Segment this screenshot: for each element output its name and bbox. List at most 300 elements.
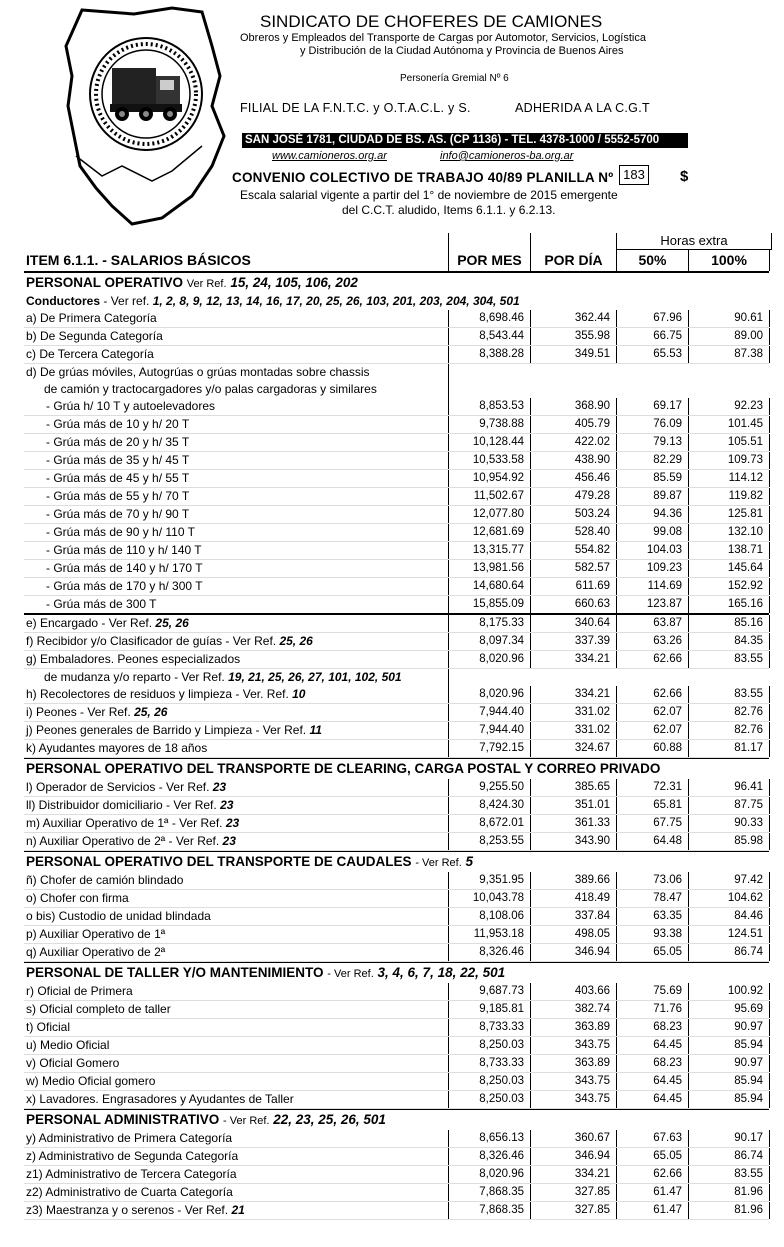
row-label-cell: [24, 364, 450, 381]
overtime-100-value: 95.69: [688, 1001, 770, 1018]
por-mes-value: 10,128.44: [448, 434, 530, 451]
ref-numbers: 23: [212, 780, 227, 794]
overtime-50-value: 99.08: [616, 524, 688, 541]
table-row: [24, 452, 769, 470]
overtime-50-value: 63.35: [616, 908, 688, 925]
overtime-50-value: 61.47: [616, 1184, 688, 1201]
ref-numbers: 23: [225, 816, 240, 830]
por-dia-value: 327.85: [530, 1184, 616, 1201]
por-mes-value: 8,250.03: [448, 1091, 530, 1108]
table-row: [24, 797, 769, 815]
row-label: h) Recolectores de residuos y limpieza - Ver. Ref.: [26, 687, 289, 701]
por-dia-value: [530, 381, 616, 398]
overtime-50-value: [616, 669, 688, 686]
row-label-cell: [24, 833, 450, 850]
row-label-cell: [24, 578, 470, 595]
overtime-100-value: 109.73: [688, 452, 770, 469]
overtime-50-value: 104.03: [616, 542, 688, 559]
por-mes-value: 8,733.33: [448, 1055, 530, 1072]
por-mes-value: [448, 381, 530, 398]
overtime-label: Horas extra: [616, 233, 772, 250]
table-row: [24, 434, 769, 452]
row-label-cell: [24, 686, 450, 703]
overtime-50-value: 82.29: [616, 452, 688, 469]
table-row: [24, 542, 769, 560]
por-mes-value: 15,855.09: [448, 596, 530, 613]
overtime-50-value: 63.87: [616, 615, 688, 632]
row-label-cell: [24, 524, 470, 541]
row-label-cell: [24, 759, 771, 779]
overtime-50-value: 79.13: [616, 434, 688, 451]
row-label-cell: [24, 926, 450, 943]
row-label-cell: [24, 890, 450, 907]
table-row: [24, 722, 769, 740]
table-row: [24, 740, 769, 758]
overtime-100-value: 132.10: [688, 524, 770, 541]
overtime-50-value: 89.87: [616, 488, 688, 505]
overtime-100-value: 152.92: [688, 578, 770, 595]
por-mes-value: 8,424.30: [448, 797, 530, 814]
ref-numbers: 25, 26: [134, 705, 168, 719]
row-label: n) Auxiliar Operativo de 2ª - Ver Ref.: [26, 834, 220, 848]
por-mes-value: 13,315.77: [448, 542, 530, 559]
por-dia-value: 422.02: [530, 434, 616, 451]
overtime-50-value: 72.31: [616, 779, 688, 796]
row-label-cell: [24, 506, 470, 523]
por-dia-value: 385.65: [530, 779, 616, 796]
overtime-100-value: [688, 669, 770, 686]
union-logo: [62, 6, 228, 226]
overtime-50-value: 69.17: [616, 398, 688, 415]
planilla-number-box: 183: [619, 165, 649, 185]
table-row: [24, 1055, 769, 1073]
ref-numbers: 11: [309, 723, 322, 737]
por-dia-value: 331.02: [530, 704, 616, 721]
ref-numbers: 23: [220, 798, 234, 812]
row-label-cell: [24, 615, 450, 632]
table-row: [24, 328, 769, 346]
por-dia-value: 337.39: [530, 633, 616, 650]
por-mes-value: 7,944.40: [448, 704, 530, 721]
overtime-50-value: 64.45: [616, 1073, 688, 1090]
row-label: PERSONAL OPERATIVO DEL TRANSPORTE DE CLEARING, CARGA POSTAL Y CORREO PRIVADO: [26, 761, 661, 776]
overtime-50-value: 62.66: [616, 651, 688, 668]
row-label-cell: [24, 651, 450, 668]
row-label: - Grúa más de 70 y h/ 90 T: [46, 507, 190, 521]
ref-numbers: 3, 4, 6, 7, 18, 22, 501: [377, 965, 506, 980]
por-dia-value: 403.66: [530, 983, 616, 1000]
row-label-cell: [24, 908, 450, 925]
por-mes-value: 12,681.69: [448, 524, 530, 541]
row-label-cell: [24, 1166, 450, 1183]
por-mes-value: 9,185.81: [448, 1001, 530, 1018]
overtime-100-value: 119.82: [688, 488, 770, 505]
overtime-100-value: 90.17: [688, 1130, 770, 1147]
overtime-100-value: 85.16: [688, 615, 770, 632]
por-mes-value: 7,792.15: [448, 740, 530, 757]
overtime-100-value: 97.42: [688, 872, 770, 889]
por-mes-value: 11,953.18: [448, 926, 530, 943]
overtime-50-value: 66.75: [616, 328, 688, 345]
row-label: e) Encargado - Ver Ref.: [26, 616, 153, 630]
row-label: i) Peones - Ver Ref.: [26, 705, 131, 719]
overtime-100-value: 85.94: [688, 1037, 770, 1054]
overtime-100-value: 84.35: [688, 633, 770, 650]
row-label-cell: [24, 1037, 450, 1054]
row-label: y) Administrativo de Primera Categoría: [26, 1131, 233, 1145]
row-label: c) De Tercera Categoría: [26, 347, 154, 361]
row-label-cell: [24, 346, 450, 363]
overtime-50-value: 75.69: [616, 983, 688, 1000]
table-row: [24, 983, 769, 1001]
overtime-50-value: 93.38: [616, 926, 688, 943]
item-title: ITEM 6.1.1. - SALARIOS BÁSICOS: [26, 252, 251, 268]
overtime-100-value: 85.98: [688, 833, 770, 850]
website-link[interactable]: www.camioneros.org.ar: [272, 150, 387, 162]
union-title: SINDICATO DE CHOFERES DE CAMIONES: [260, 12, 603, 31]
table-row: [24, 651, 769, 669]
row-label-cell: [24, 1019, 450, 1036]
overtime-100-value: 87.38: [688, 346, 770, 363]
table-row: [24, 615, 769, 633]
row-label: - Grúa más de 10 y h/ 20 T: [46, 417, 190, 431]
por-mes-value: 8,388.28: [448, 346, 530, 363]
overtime-50-value: 60.88: [616, 740, 688, 757]
ref-prefix: - Ver ref.: [103, 294, 150, 308]
por-mes-value: 8,698.46: [448, 310, 530, 327]
por-mes-value: 8,733.33: [448, 1019, 530, 1036]
overtime-50-value: 94.36: [616, 506, 688, 523]
table-row: [24, 1130, 769, 1148]
overtime-50-value: 67.63: [616, 1130, 688, 1147]
row-label: t) Oficial: [26, 1020, 71, 1034]
por-mes-value: 9,687.73: [448, 983, 530, 1000]
row-label-cell: [24, 1148, 450, 1165]
filial-text: FILIAL DE LA F.N.T.C. y O.T.A.C.L. y S.: [240, 101, 471, 115]
scale-description-line2: del C.C.T. aludido, Items 6.1.1. y 6.2.13.: [342, 203, 556, 217]
overtime-header-row: [24, 233, 769, 249]
overtime-50-value: 62.07: [616, 722, 688, 739]
row-label: z) Administrativo de Segunda Categoría: [26, 1149, 239, 1163]
row-label: z3) Maestranza y o serenos - Ver Ref.: [26, 1203, 229, 1217]
row-label: - Grúa más de 35 y h/ 45 T: [46, 453, 190, 467]
section-header: [24, 851, 769, 872]
por-dia-value: 343.75: [530, 1091, 616, 1108]
por-dia-value: 343.90: [530, 833, 616, 850]
ref-numbers: 5: [465, 854, 474, 869]
row-label: q) Auxiliar Operativo de 2ª: [26, 945, 166, 959]
por-dia-value: 418.49: [530, 890, 616, 907]
email-link[interactable]: info@camioneros-ba.org.ar: [440, 150, 574, 162]
por-dia-value: 362.44: [530, 310, 616, 327]
table-row: [24, 1019, 769, 1037]
por-mes-value: 8,020.96: [448, 651, 530, 668]
row-label: z1) Administrativo de Tercera Categoría: [26, 1167, 237, 1181]
overtime-50-value: 65.05: [616, 944, 688, 961]
overtime-100-value: 90.97: [688, 1019, 770, 1036]
scale-description-line1: Escala salarial vigente a partir del 1° de noviembre de 2015 emergente: [240, 188, 618, 202]
col-header-50: 50%: [616, 249, 688, 271]
overtime-50-value: 68.23: [616, 1055, 688, 1072]
ref-numbers: 10: [292, 687, 306, 701]
overtime-50-value: 67.96: [616, 310, 688, 327]
row-label: k) Ayudantes mayores de 18 años: [26, 741, 208, 755]
overtime-50-value: 76.09: [616, 416, 688, 433]
overtime-50-value: 123.87: [616, 596, 688, 613]
row-label-cell: [24, 633, 450, 650]
por-mes-value: 14,680.64: [448, 578, 530, 595]
table-row: [24, 1148, 769, 1166]
row-label: v) Oficial Gomero: [26, 1056, 120, 1070]
por-dia-value: 363.89: [530, 1019, 616, 1036]
overtime-50-value: [616, 381, 688, 398]
section-header: [24, 1109, 769, 1130]
overtime-50-value: 62.66: [616, 1166, 688, 1183]
section-header: [24, 758, 769, 779]
por-mes-value: 8,656.13: [448, 1130, 530, 1147]
por-dia-value: 334.21: [530, 1166, 616, 1183]
subsection-header: [24, 293, 769, 310]
por-dia-value: 361.33: [530, 815, 616, 832]
table-row: [24, 633, 769, 651]
table-row: [24, 560, 769, 578]
row-label-cell: [24, 704, 450, 721]
por-mes-value: [448, 364, 530, 381]
por-mes-value: 8,253.55: [448, 833, 530, 850]
row-label: j) Peones generales de Barrido y Limpieza - Ver Ref.: [26, 723, 307, 737]
row-label-cell: [24, 983, 450, 1000]
overtime-100-value: 86.74: [688, 1148, 770, 1165]
table-row: [24, 506, 769, 524]
personeria-gremial: Personería Gremial Nº 6: [400, 73, 509, 84]
row-label-cell: [24, 560, 470, 577]
row-label-cell: [24, 1184, 450, 1201]
por-mes-value: 8,097.34: [448, 633, 530, 650]
overtime-100-value: 84.46: [688, 908, 770, 925]
row-label-cell: [24, 797, 450, 814]
table-row: [24, 686, 769, 704]
por-dia-value: 349.51: [530, 346, 616, 363]
overtime-100-value: 81.96: [688, 1202, 770, 1219]
row-label-cell: [24, 722, 450, 739]
overtime-50-value: 65.53: [616, 346, 688, 363]
por-dia-value: 582.57: [530, 560, 616, 577]
overtime-100-value: 104.62: [688, 890, 770, 907]
ref-prefix: Ver Ref.: [186, 278, 227, 290]
overtime-50-value: [616, 364, 688, 381]
row-label: - Grúa más de 170 y h/ 300 T: [46, 579, 203, 593]
row-label: - Grúa más de 90 y h/ 110 T: [46, 525, 195, 539]
overtime-100-value: 90.33: [688, 815, 770, 832]
por-dia-value: 360.67: [530, 1130, 616, 1147]
table-row: [24, 1073, 769, 1091]
row-label: Conductores: [26, 294, 101, 308]
row-label: d) De grúas móviles, Autogrúas o grúas montadas sobre chassis: [26, 365, 370, 379]
por-mes-value: 8,853.53: [448, 398, 530, 415]
row-label-cell: [24, 1202, 450, 1219]
adherida-text: ADHERIDA A LA C.G.T: [515, 101, 650, 115]
por-dia-value: 611.69: [530, 578, 616, 595]
row-label-cell: [24, 944, 450, 961]
por-mes-value: 8,672.01: [448, 815, 530, 832]
row-label-cell: [24, 963, 771, 983]
por-dia-value: 334.21: [530, 651, 616, 668]
overtime-100-value: 82.76: [688, 704, 770, 721]
overtime-50-value: 114.69: [616, 578, 688, 595]
overtime-100-value: 90.97: [688, 1055, 770, 1072]
table-row: [24, 416, 769, 434]
table-row: [24, 1202, 769, 1220]
row-label: b) De Segunda Categoría: [26, 329, 163, 343]
overtime-50-value: 61.47: [616, 1202, 688, 1219]
row-label: PERSONAL ADMINISTRATIVO: [26, 1112, 220, 1127]
table-row: [24, 470, 769, 488]
table-row: [24, 524, 769, 542]
table-row: [24, 833, 769, 851]
convenio-title: CONVENIO COLECTIVO DE TRABAJO 40/89 PLANILLA Nº: [232, 170, 614, 185]
por-dia-value: 324.67: [530, 740, 616, 757]
overtime-100-value: 101.45: [688, 416, 770, 433]
column-header-row: [24, 249, 769, 272]
row-label-cell: [24, 779, 450, 796]
row-label-cell: [24, 398, 470, 415]
por-dia-value: 346.94: [530, 944, 616, 961]
row-label-cell: [24, 872, 450, 889]
row-label-cell: [24, 542, 470, 559]
col-header-100: 100%: [688, 249, 770, 271]
por-mes-value: 8,250.03: [448, 1037, 530, 1054]
por-mes-value: 8,175.33: [448, 615, 530, 632]
ref-prefix: - Ver Ref.: [415, 857, 462, 869]
por-mes-value: 10,533.58: [448, 452, 530, 469]
row-label: ll) Distribuidor domiciliario - Ver Ref.: [26, 798, 217, 812]
overtime-50-value: 67.75: [616, 815, 688, 832]
table-row: [24, 381, 769, 398]
por-dia-value: 368.90: [530, 398, 616, 415]
por-mes-value: 9,738.88: [448, 416, 530, 433]
por-mes-value: 9,351.95: [448, 872, 530, 889]
row-label: s) Oficial completo de taller: [26, 1002, 171, 1016]
section-header: [24, 962, 769, 983]
overtime-100-value: 83.55: [688, 651, 770, 668]
row-label: u) Medio Oficial: [26, 1038, 110, 1052]
overtime-100-value: 124.51: [688, 926, 770, 943]
row-label-cell: [24, 815, 450, 832]
table-row: [24, 310, 769, 328]
overtime-100-value: 85.94: [688, 1073, 770, 1090]
overtime-50-value: 71.76: [616, 1001, 688, 1018]
ref-numbers: 23: [222, 834, 236, 848]
row-label: o) Chofer con firma: [26, 891, 129, 905]
por-dia-value: 337.84: [530, 908, 616, 925]
por-dia-value: [530, 669, 616, 686]
por-dia-value: 331.02: [530, 722, 616, 739]
overtime-100-value: 85.94: [688, 1091, 770, 1108]
por-mes-value: 7,868.35: [448, 1184, 530, 1201]
overtime-100-value: 81.17: [688, 740, 770, 757]
overtime-100-value: 87.75: [688, 797, 770, 814]
por-dia-value: 382.74: [530, 1001, 616, 1018]
row-label: - Grúa más de 55 y h/ 70 T: [46, 489, 190, 503]
ref-prefix: - Ver Ref.: [223, 1115, 270, 1127]
overtime-100-value: 165.16: [688, 596, 770, 613]
table-row: [24, 364, 769, 381]
overtime-100-value: 125.81: [688, 506, 770, 523]
salary-table: [24, 233, 769, 1220]
row-label: PERSONAL OPERATIVO DEL TRANSPORTE DE CAUDALES: [26, 854, 412, 869]
row-label: m) Auxiliar Operativo de 1ª - Ver Ref.: [26, 816, 223, 830]
table-row: [24, 596, 769, 615]
ref-numbers: 19, 21, 25, 26, 27, 101, 102, 501: [228, 670, 402, 684]
overtime-100-value: 82.76: [688, 722, 770, 739]
row-label-cell: [24, 669, 468, 686]
por-dia-value: 660.63: [530, 596, 616, 613]
por-dia-value: 503.24: [530, 506, 616, 523]
por-mes-value: 13,981.56: [448, 560, 530, 577]
por-mes-value: 8,108.06: [448, 908, 530, 925]
overtime-100-value: 89.00: [688, 328, 770, 345]
row-label: - Grúa más de 300 T: [46, 597, 157, 611]
row-label: PERSONAL DE TALLER Y/O MANTENIMIENTO: [26, 965, 324, 980]
overtime-50-value: 109.23: [616, 560, 688, 577]
row-label: de mudanza y/o reparto - Ver Ref.: [44, 670, 225, 684]
table-row: [24, 890, 769, 908]
overtime-100-value: 138.71: [688, 542, 770, 559]
ref-numbers: 25, 26: [155, 616, 189, 630]
row-label: - Grúa más de 20 y h/ 35 T: [46, 435, 190, 449]
row-label-cell: [24, 293, 520, 310]
row-label-cell: [24, 596, 470, 613]
row-label: z2) Administrativo de Cuarta Categoría: [26, 1185, 233, 1199]
por-dia-value: 351.01: [530, 797, 616, 814]
row-label: - Grúa más de 110 y h/ 140 T: [46, 543, 202, 557]
row-label: - Grúa más de 140 y h/ 170 T: [46, 561, 203, 575]
currency-symbol: $: [680, 168, 689, 185]
row-label-cell: [24, 740, 450, 757]
overtime-100-value: 83.55: [688, 686, 770, 703]
union-subtitle-line2: y Distribución de la Ciudad Autónoma y Provincia de Buenos Aires: [300, 45, 624, 57]
por-dia-value: [530, 364, 616, 381]
union-subtitle-line1: Obreros y Empleados del Transporte de Cargas por Automotor, Servicios, Logística: [240, 32, 646, 44]
row-label-cell: [24, 1001, 450, 1018]
overtime-50-value: 65.05: [616, 1148, 688, 1165]
table-row: [24, 779, 769, 797]
table-row: [24, 704, 769, 722]
overtime-50-value: 62.66: [616, 686, 688, 703]
por-dia-value: 479.28: [530, 488, 616, 505]
row-label-cell: [24, 1073, 450, 1090]
por-dia-value: 343.75: [530, 1073, 616, 1090]
por-dia-value: 456.46: [530, 470, 616, 487]
table-row: [24, 669, 769, 686]
row-label: x) Lavadores. Engrasadores y Ayudantes de Taller: [26, 1092, 294, 1106]
por-mes-value: 12,077.80: [448, 506, 530, 523]
table-row: [24, 944, 769, 962]
por-mes-value: 10,043.78: [448, 890, 530, 907]
por-dia-value: 327.85: [530, 1202, 616, 1219]
row-label: de camión y tractocargadores y/o palas cargadoras y similares: [44, 382, 377, 396]
row-label-cell: [24, 1091, 450, 1108]
overtime-50-value: 65.81: [616, 797, 688, 814]
row-label: PERSONAL OPERATIVO: [26, 275, 184, 290]
row-label: - Grúa h/ 10 T y autoelevadores: [46, 399, 215, 413]
por-dia-value: 554.82: [530, 542, 616, 559]
por-dia-value: 363.89: [530, 1055, 616, 1072]
row-label-cell: [24, 434, 470, 451]
table-row: [24, 1166, 769, 1184]
row-label: g) Embaladores. Peones especializados: [26, 652, 241, 666]
por-mes-value: 8,326.46: [448, 944, 530, 961]
